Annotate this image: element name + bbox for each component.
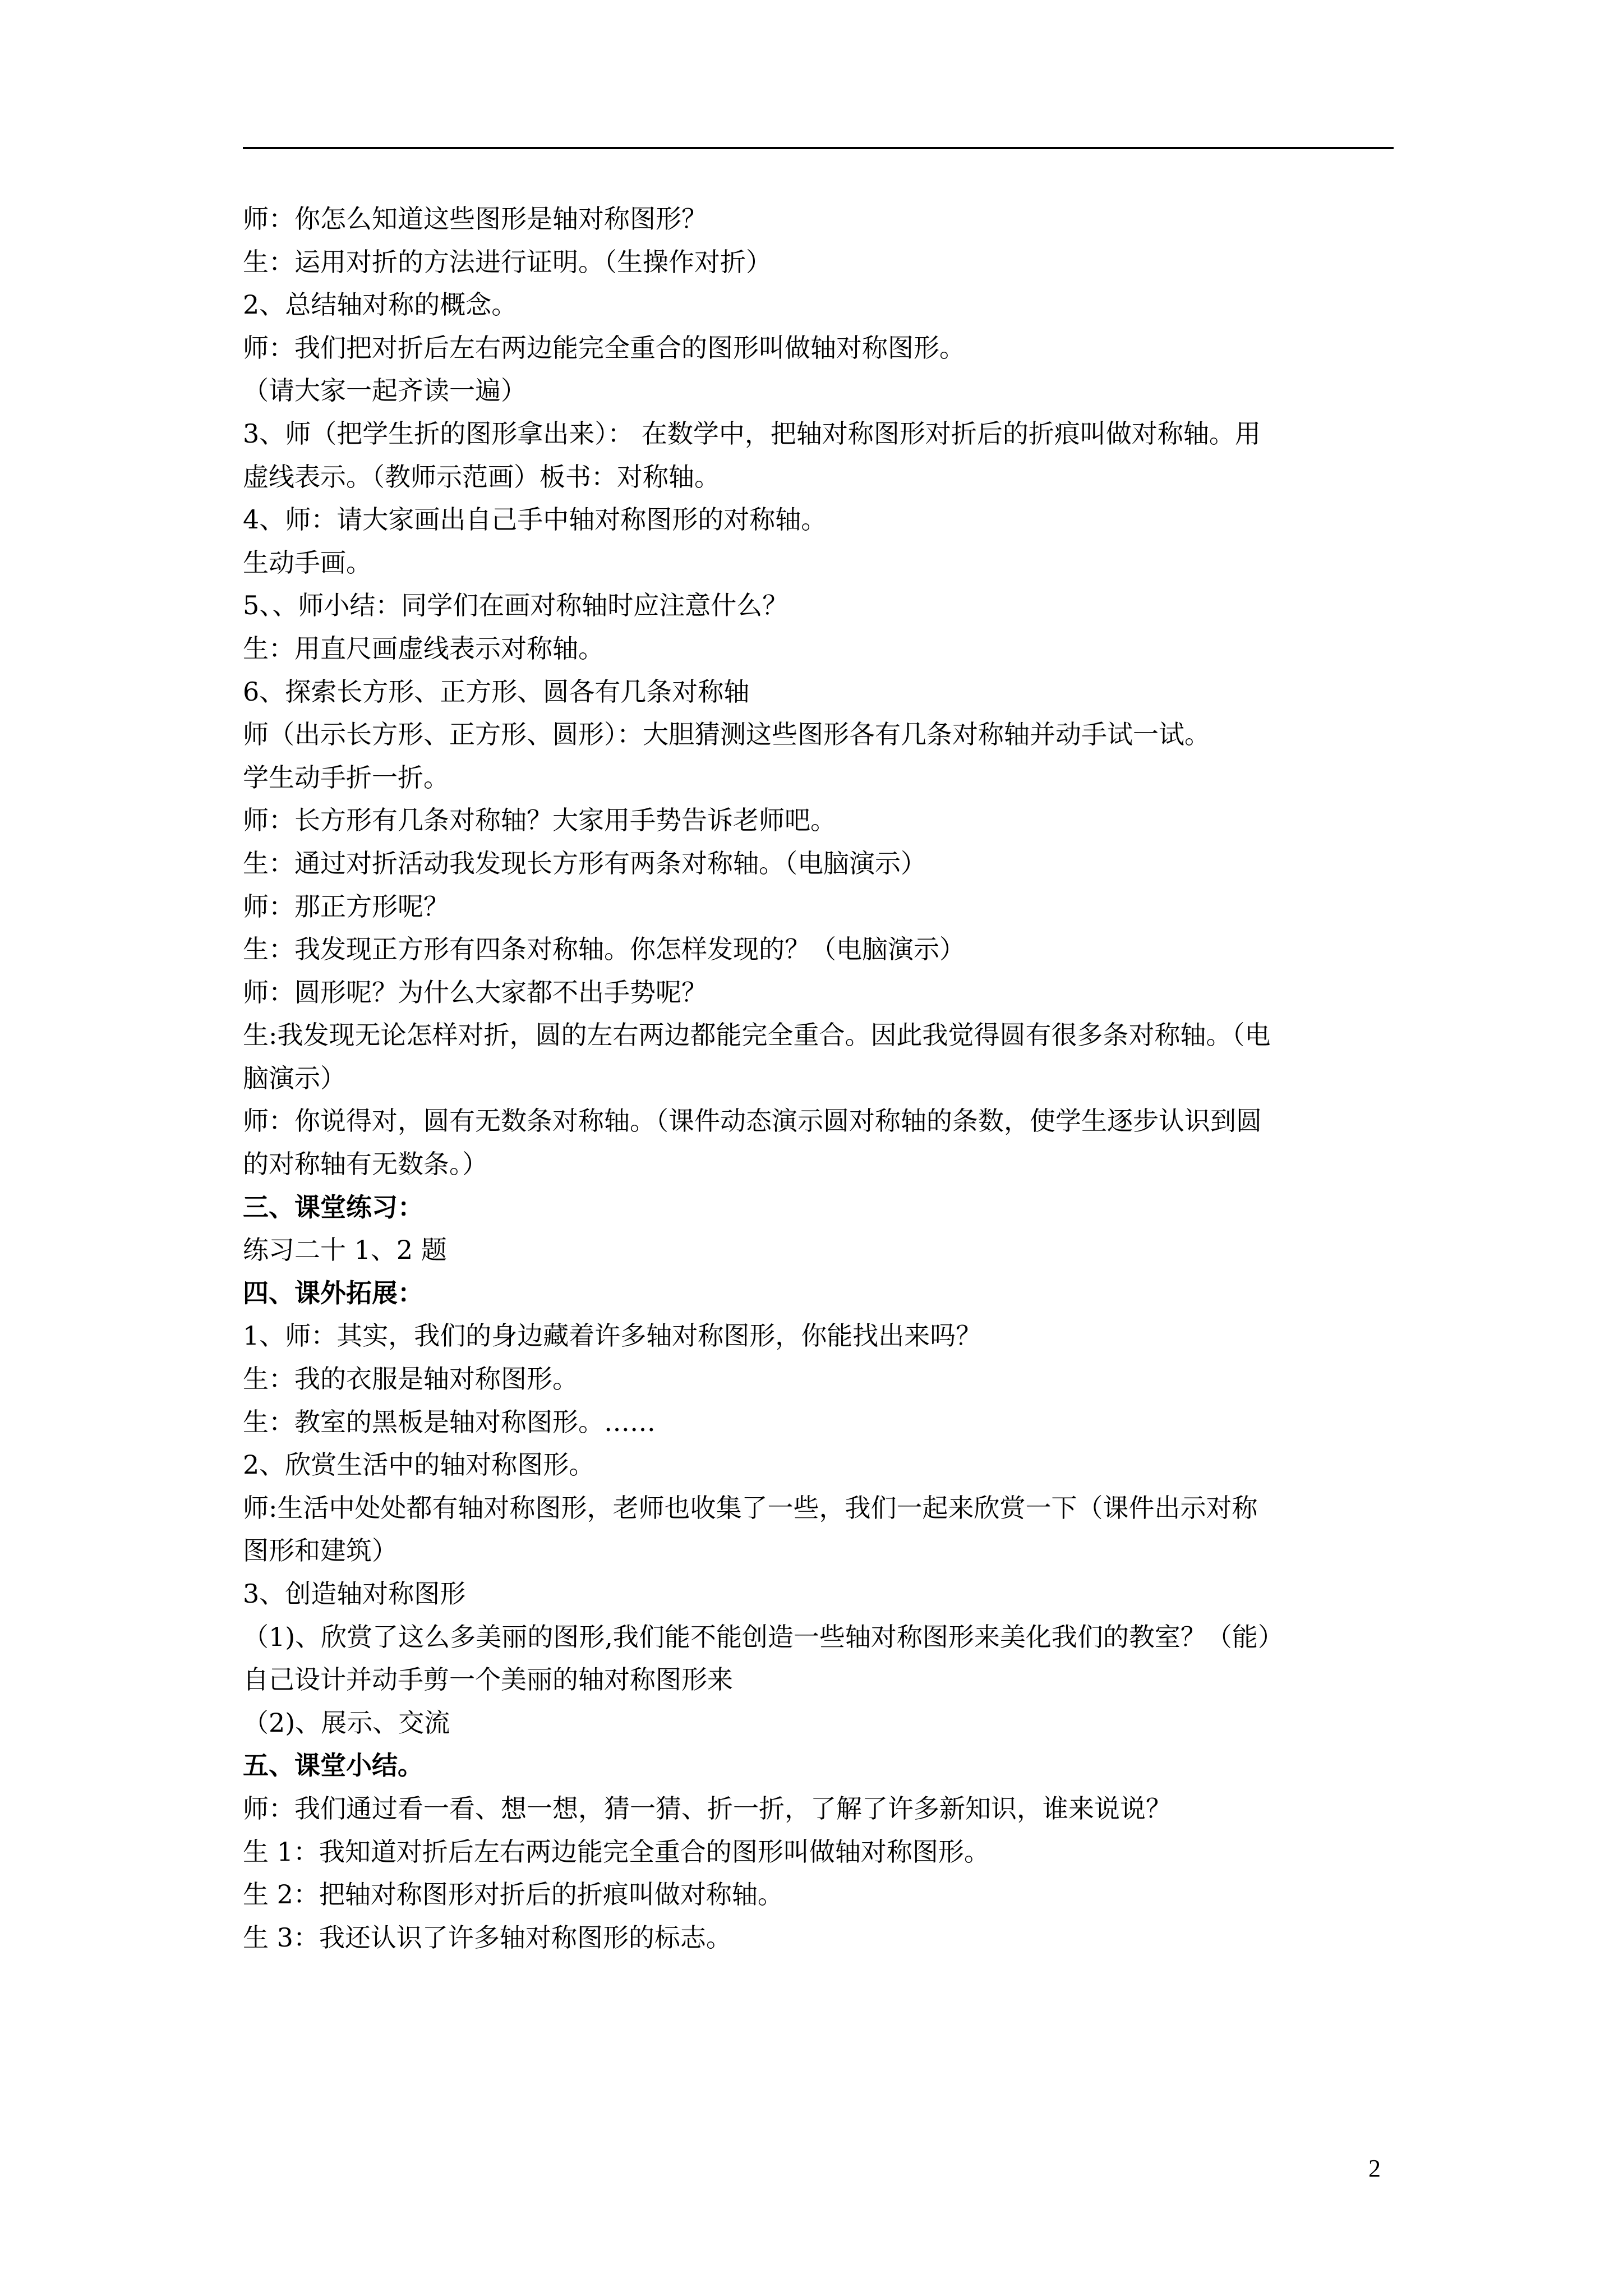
- text-line: 生:我发现无论怎样对折，圆的左右两边都能完全重合。因此我觉得圆有很多条对称轴。（电: [243, 1020, 1271, 1051]
- text-line: 生 1：我知道对折后左右两边能完全重合的图形叫做轴对称图形。: [243, 1836, 990, 1867]
- text-line: 练习二十 1、2 题: [243, 1235, 447, 1266]
- document-body: [243, 197, 1398, 1959]
- text-line: 4、师：请大家画出自己手中轴对称图形的对称轴。: [243, 504, 827, 535]
- text-line: 生：用直尺画虚线表示对称轴。: [243, 633, 604, 664]
- text-line: 师：圆形呢？为什么大家都不出手势呢？: [243, 977, 707, 1007]
- text-line: 生：通过对折活动我发现长方形有两条对称轴。（电脑演示）: [243, 848, 926, 878]
- text-line: 图形和建筑）: [243, 1535, 398, 1566]
- text-line: 师（出示长方形、正方形、圆形）：大胆猜测这些图形各有几条对称轴并动手试一试。: [243, 719, 1210, 750]
- text-line: 师:生活中处处都有轴对称图形，老师也收集了一些，我们一起来欣赏一下（课件出示对称: [243, 1492, 1258, 1523]
- text-line: 师：我们通过看一看、想一想，猜一猜、折一折，了解了许多新知识，谁来说说？: [243, 1793, 1172, 1824]
- text-line: 师：我们把对折后左右两边能完全重合的图形叫做轴对称图形。: [243, 332, 965, 363]
- text-line: 的对称轴有无数条。）: [243, 1149, 488, 1180]
- text-line: 学生动手折一折。: [243, 762, 449, 793]
- text-line: 自己设计并动手剪一个美丽的轴对称图形来: [243, 1664, 733, 1695]
- section-heading: 五、课堂小结。: [243, 1750, 423, 1781]
- text-line: 生：运用对折的方法进行证明。（生操作对折）: [243, 246, 772, 277]
- text-line: 生：我的衣服是轴对称图形。: [243, 1364, 578, 1395]
- text-line: （请大家一起齐读一遍）: [243, 375, 527, 406]
- text-line: 生动手画。: [243, 547, 372, 578]
- text-line: 生：教室的黑板是轴对称图形。……: [243, 1406, 656, 1437]
- text-line: 3、创造轴对称图形: [243, 1579, 466, 1609]
- text-line: 1、师：其实，我们的身边藏着许多轴对称图形，你能找出来吗？: [243, 1320, 982, 1351]
- text-line: 6、探索长方形、正方形、圆各有几条对称轴: [243, 676, 750, 707]
- section-heading: 三、课堂练习：: [243, 1191, 423, 1222]
- text-line: 脑演示）: [243, 1062, 346, 1093]
- text-line: （2)、展示、交流: [243, 1707, 450, 1738]
- section-heading: 四、课外拓展：: [243, 1277, 423, 1308]
- text-line: 生：我发现正方形有四条对称轴。你怎样发现的？（电脑演示）: [243, 934, 965, 965]
- text-line: 5、、师小结：同学们在画对称轴时应注意什么？: [243, 590, 789, 621]
- text-line: 生 2：把轴对称图形对折后的折痕叫做对称轴。: [243, 1879, 783, 1910]
- text-line: 3、师（把学生折的图形拿出来）： 在数学中，把轴对称图形对折后的折痕叫做对称轴。用: [243, 418, 1261, 449]
- text-line: 生 3：我还认识了许多轴对称图形的标志。: [243, 1922, 732, 1953]
- text-line: 师：你说得对，圆有无数条对称轴。（课件动态演示圆对称轴的条数，使学生逐步认识到圆: [243, 1106, 1262, 1137]
- text-line: 师：那正方形呢？: [243, 891, 449, 922]
- text-line: 2、欣赏生活中的轴对称图形。: [243, 1450, 595, 1480]
- text-line: 2、总结轴对称的概念。: [243, 289, 518, 320]
- text-line: 师：长方形有几条对称轴？大家用手势告诉老师吧。: [243, 805, 836, 836]
- header-rule: [243, 147, 1394, 149]
- text-line: 虚线表示。（教师示范画）板书：对称轴。: [243, 461, 720, 492]
- text-line: （1)、欣赏了这么多美丽的图形,我们能不能创造一些轴对称图形来美化我们的教室？（能）: [243, 1621, 1284, 1652]
- text-line: 师：你怎么知道这些图形是轴对称图形？: [243, 204, 707, 234]
- page-number: 2: [1368, 2155, 1381, 2182]
